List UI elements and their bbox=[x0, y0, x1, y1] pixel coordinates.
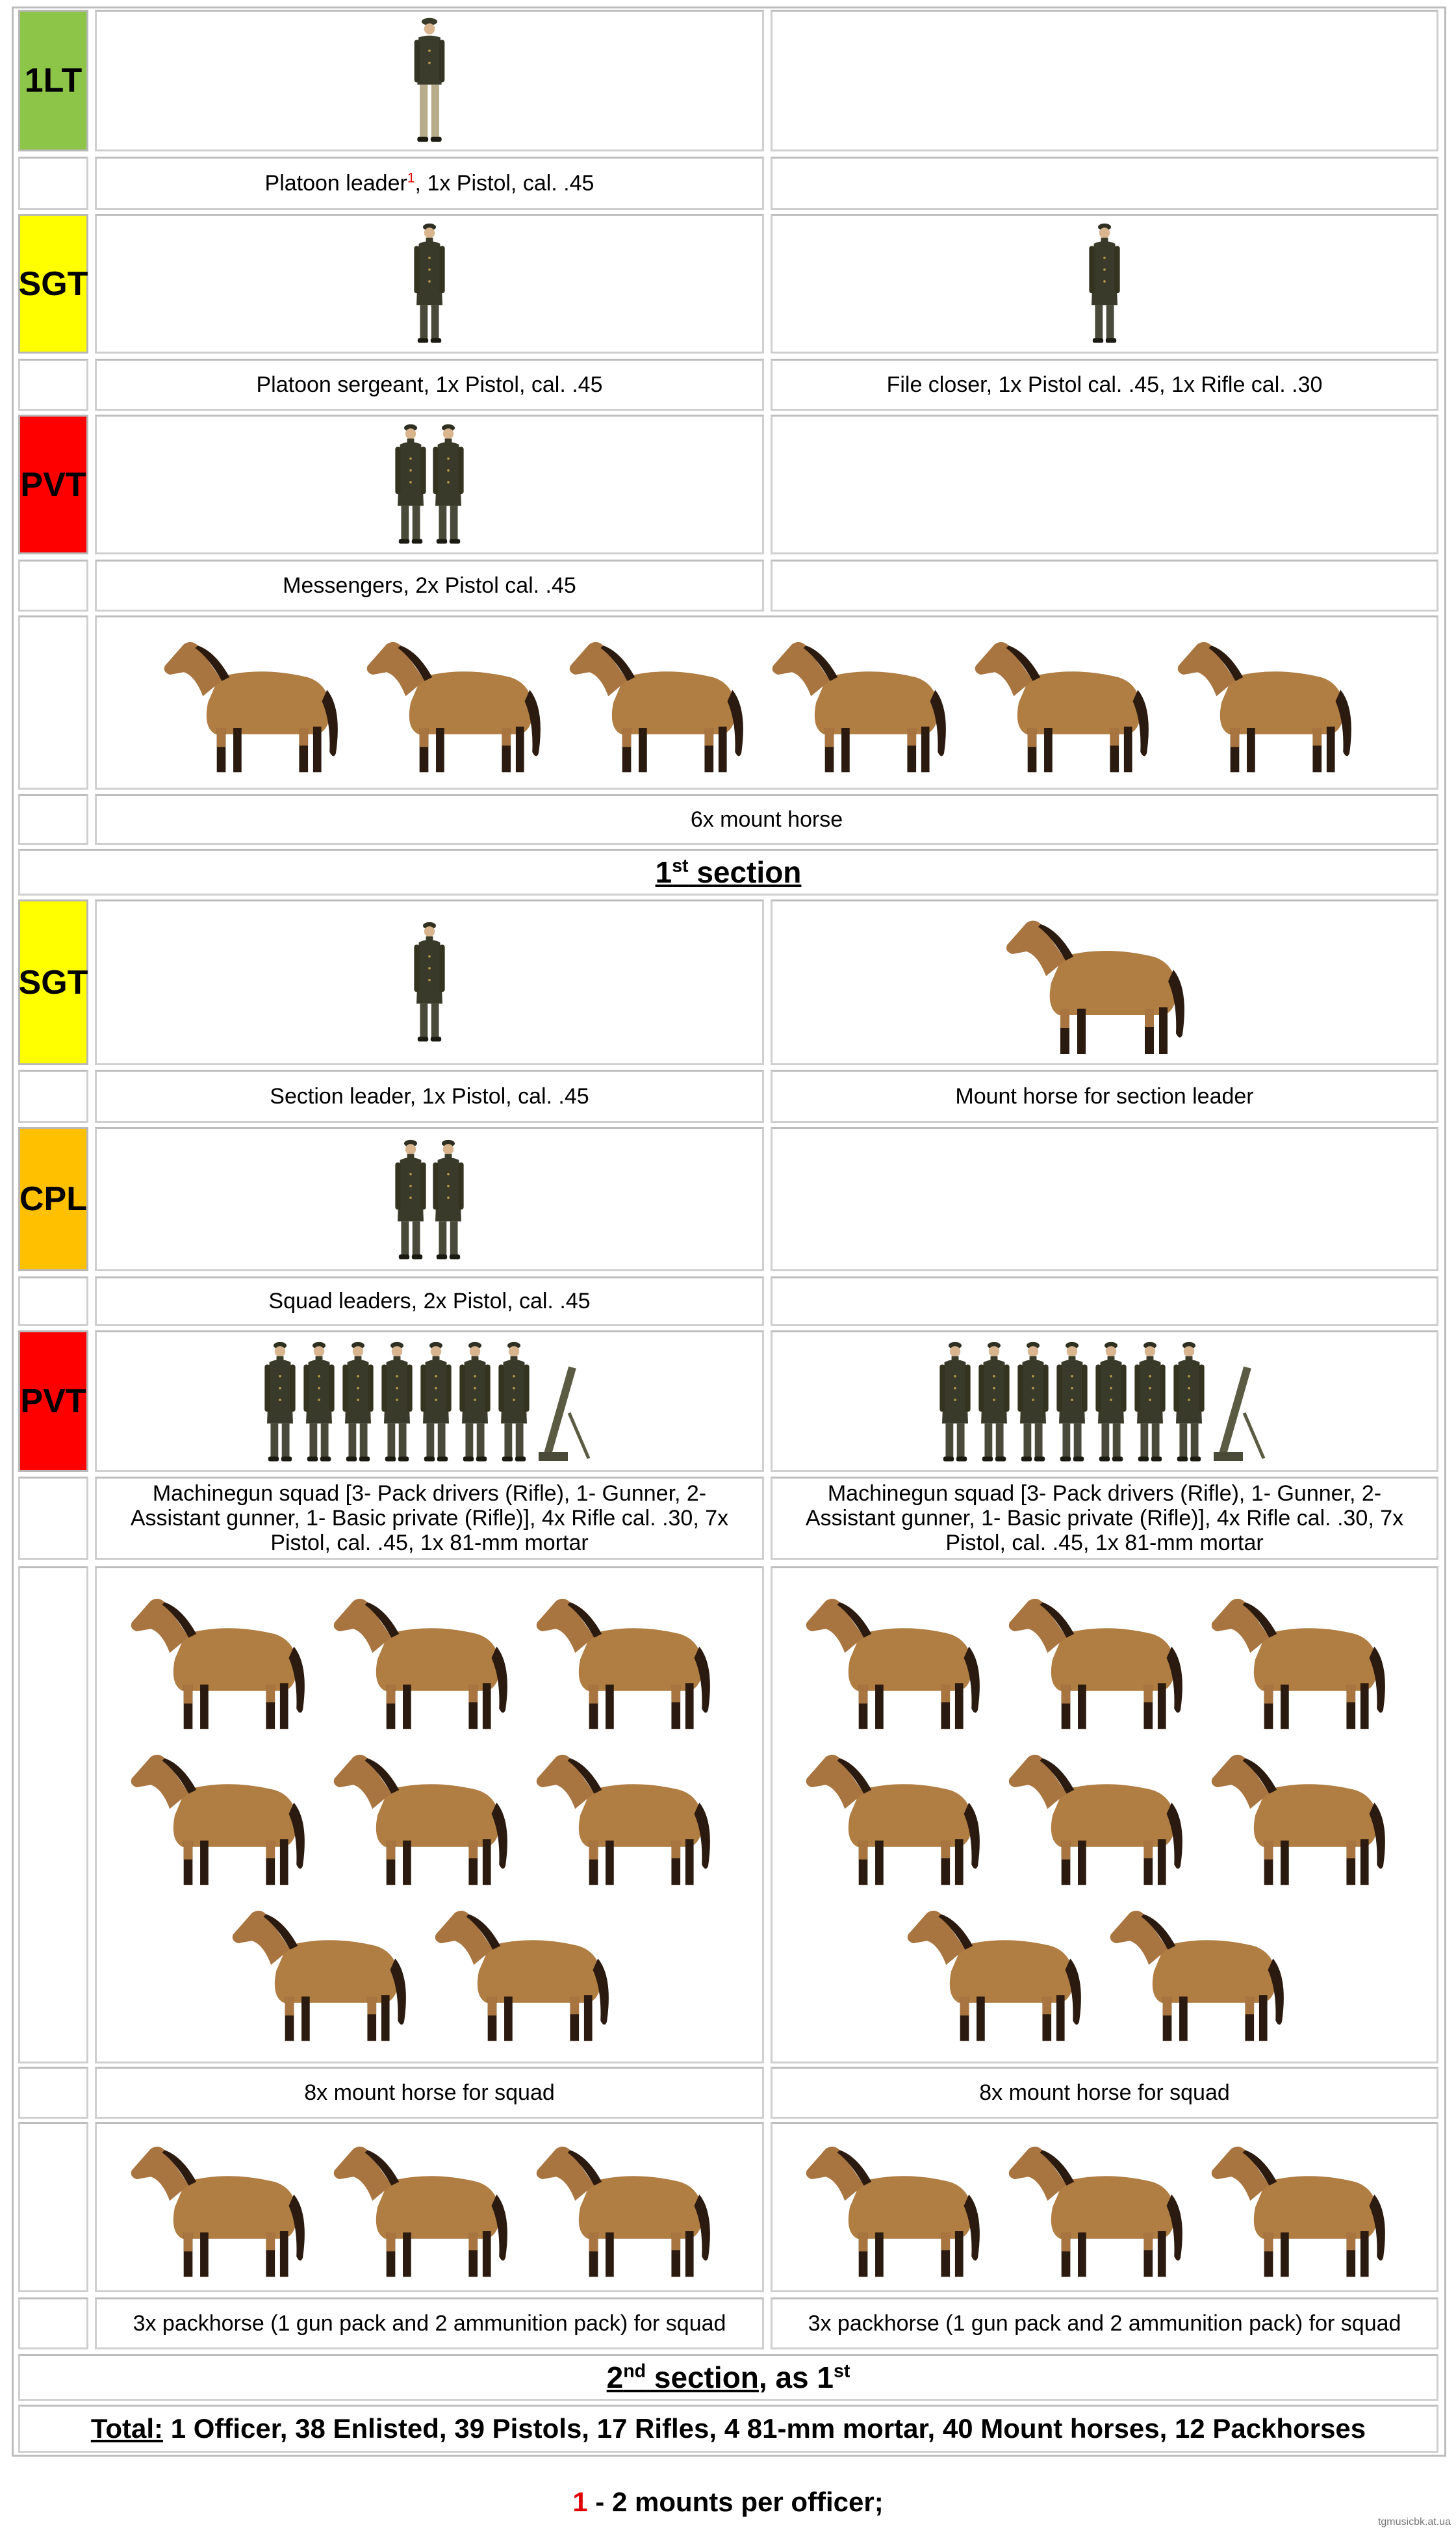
messengers-figures bbox=[95, 415, 764, 554]
soldier-figure bbox=[429, 1133, 467, 1263]
rank-badge-pvt: PVT bbox=[18, 415, 88, 554]
horse-figure bbox=[531, 1581, 734, 1737]
horse-figure bbox=[125, 1737, 328, 1893]
soldier-figure bbox=[936, 1335, 975, 1465]
horse-figure bbox=[1003, 1737, 1206, 1893]
rank-badge-sgt: SGT bbox=[18, 214, 88, 354]
empty-cell bbox=[771, 1276, 1438, 1326]
horse-figure bbox=[328, 2129, 531, 2285]
horse-figure bbox=[800, 1581, 1003, 1737]
mg-squad-caption: Machinegun squad [3- Pack drivers (Rifle), 1- Gunner, 2- Assistant gunner, 1- Basic private (Rifle)], 4x Rifle cal. .30, 7x Pistol, cal. .45, 1x 81-mm mortar bbox=[771, 1477, 1438, 1560]
mortar-figure bbox=[1208, 1361, 1273, 1465]
horse-figure bbox=[969, 627, 1172, 779]
label-spacer bbox=[18, 1276, 88, 1326]
horse-figure bbox=[767, 627, 969, 779]
section-2-heading: 2nd section, as 1st bbox=[18, 2354, 1438, 2401]
platoon-leader-figure bbox=[95, 10, 764, 151]
packhorses-figures bbox=[95, 2122, 764, 2292]
label-spacer bbox=[18, 1070, 88, 1123]
horse-figure bbox=[1003, 1581, 1206, 1737]
packhorses-figures bbox=[771, 2122, 1438, 2292]
empty-cell bbox=[771, 157, 1438, 210]
squad-horses-figures bbox=[95, 1566, 764, 2063]
soldier-figure bbox=[338, 1335, 377, 1465]
rank-badge-sgt: SGT bbox=[18, 899, 88, 1065]
horse-figure bbox=[328, 1581, 531, 1737]
mg-squad-caption: Machinegun squad [3- Pack drivers (Rifle), 1- Gunner, 2- Assistant gunner, 1- Basic private (Rifle)], 4x Rifle cal. .30, 7x Pistol, cal. .45, 1x 81-mm mortar bbox=[95, 1477, 764, 1560]
mg-squad-figures bbox=[771, 1330, 1438, 1472]
horse-figure bbox=[1001, 905, 1208, 1061]
horse-figure bbox=[159, 627, 361, 779]
soldier-figure bbox=[411, 915, 448, 1045]
soldier-figure bbox=[975, 1335, 1014, 1465]
file-closer-figure bbox=[771, 214, 1438, 354]
soldier-figure bbox=[494, 1335, 533, 1465]
platoon-sergeant-figure bbox=[95, 214, 764, 354]
label-spacer bbox=[18, 1566, 88, 2063]
soldier-figure bbox=[416, 1335, 455, 1465]
squad-leaders-caption: Squad leaders, 2x Pistol, cal. .45 bbox=[95, 1276, 764, 1326]
packhorses-caption: 3x packhorse (1 gun pack and 2 ammunition pack) for squad bbox=[771, 2297, 1438, 2349]
footnote: 1 - 2 mounts per officer; bbox=[572, 2487, 884, 2517]
soldier-figure bbox=[411, 216, 448, 346]
soldier-figure bbox=[377, 1335, 416, 1465]
squad-leaders-figures bbox=[95, 1127, 764, 1271]
soldier-figure bbox=[1086, 216, 1123, 346]
mount-horses-caption: 6x mount horse bbox=[95, 794, 1438, 845]
soldier-figure bbox=[261, 1335, 300, 1465]
rank-badge-1lt: 1LT bbox=[18, 10, 88, 151]
horse-figure bbox=[1003, 2129, 1206, 2285]
horse-figure bbox=[902, 1893, 1105, 2049]
mg-squad-figures bbox=[95, 1330, 764, 1472]
label-spacer bbox=[18, 615, 88, 790]
soldier-figure bbox=[392, 1133, 429, 1263]
section-leader-horse-caption: Mount horse for section leader bbox=[771, 1070, 1438, 1123]
label-spacer bbox=[18, 359, 88, 411]
watermark: tgmusicbk.at.ua bbox=[1377, 2516, 1451, 2528]
rank-badge-cpl: CPL bbox=[18, 1127, 88, 1271]
horse-figure bbox=[361, 627, 564, 779]
squad-horses-figures bbox=[771, 1566, 1438, 2063]
total-summary bbox=[18, 2405, 1438, 2453]
soldier-figure bbox=[1169, 1335, 1208, 1465]
section-1-heading: 1st section bbox=[18, 849, 1438, 896]
soldier-figure bbox=[392, 417, 429, 547]
empty-cell bbox=[771, 560, 1438, 612]
section-leader-caption: Section leader, 1x Pistol, cal. .45 bbox=[95, 1070, 764, 1123]
label-spacer bbox=[18, 2297, 88, 2349]
soldier-figure bbox=[1014, 1335, 1053, 1465]
horse-figure bbox=[800, 2129, 1003, 2285]
horse-figure bbox=[1172, 627, 1375, 779]
label-spacer bbox=[18, 2122, 88, 2292]
horse-figure bbox=[1206, 2129, 1409, 2285]
label-spacer bbox=[18, 560, 88, 612]
horse-figure bbox=[531, 2129, 734, 2285]
platoon-sergeant-caption: Platoon sergeant, 1x Pistol, cal. .45 bbox=[95, 359, 764, 411]
horse-figure bbox=[800, 1737, 1003, 1893]
horse-figure bbox=[328, 1737, 531, 1893]
horse-figure bbox=[227, 1893, 429, 2049]
section-leader-horse-figure bbox=[771, 899, 1438, 1065]
horse-figure bbox=[531, 1737, 734, 1893]
empty-cell bbox=[771, 10, 1438, 151]
footnote-ref: 1 bbox=[407, 170, 415, 186]
squad-horses-caption: 8x mount horse for squad bbox=[95, 2067, 764, 2119]
soldier-figure bbox=[1092, 1335, 1130, 1465]
soldier-figure bbox=[455, 1335, 494, 1465]
label-spacer bbox=[18, 1477, 88, 1560]
horse-figure bbox=[429, 1893, 632, 2049]
soldier-figure bbox=[1053, 1335, 1092, 1465]
label-spacer bbox=[18, 157, 88, 210]
horse-figure bbox=[125, 2129, 328, 2285]
empty-cell bbox=[771, 1127, 1438, 1271]
horse-figure bbox=[1206, 1737, 1409, 1893]
total-label: Total: bbox=[90, 2413, 164, 2444]
messengers-caption: Messengers, 2x Pistol cal. .45 bbox=[95, 560, 764, 612]
officer-figure bbox=[411, 12, 448, 146]
rank-badge-pvt: PVT bbox=[18, 1330, 88, 1472]
horse-figure bbox=[1105, 1893, 1307, 2049]
horse-figure bbox=[1206, 1581, 1409, 1737]
mount-horses-figures bbox=[95, 615, 1438, 790]
horse-figure bbox=[564, 627, 767, 779]
mortar-figure bbox=[533, 1361, 598, 1465]
squad-horses-caption: 8x mount horse for squad bbox=[771, 2067, 1438, 2119]
soldier-figure bbox=[429, 417, 467, 547]
label-spacer bbox=[18, 2067, 88, 2119]
platoon-leader-caption: Platoon leader$^1$, 1x Pistol, cal. .45 bbox=[95, 157, 764, 210]
horse-figure bbox=[125, 1581, 328, 1737]
empty-cell bbox=[771, 415, 1438, 554]
soldier-figure bbox=[300, 1335, 338, 1465]
packhorses-caption: 3x packhorse (1 gun pack and 2 ammunition pack) for squad bbox=[95, 2297, 764, 2349]
section-leader-figure bbox=[95, 899, 764, 1065]
label-spacer bbox=[18, 794, 88, 845]
total-text: 1 Officer, 38 Enlisted, 39 Pistols, 17 Rifles, 4 81-mm mortar, 40 Mount horses, 12 Packhorses bbox=[163, 2413, 1366, 2444]
file-closer-caption: File closer, 1x Pistol cal. .45, 1x Rifle cal. .30 bbox=[771, 359, 1438, 411]
soldier-figure bbox=[1130, 1335, 1169, 1465]
